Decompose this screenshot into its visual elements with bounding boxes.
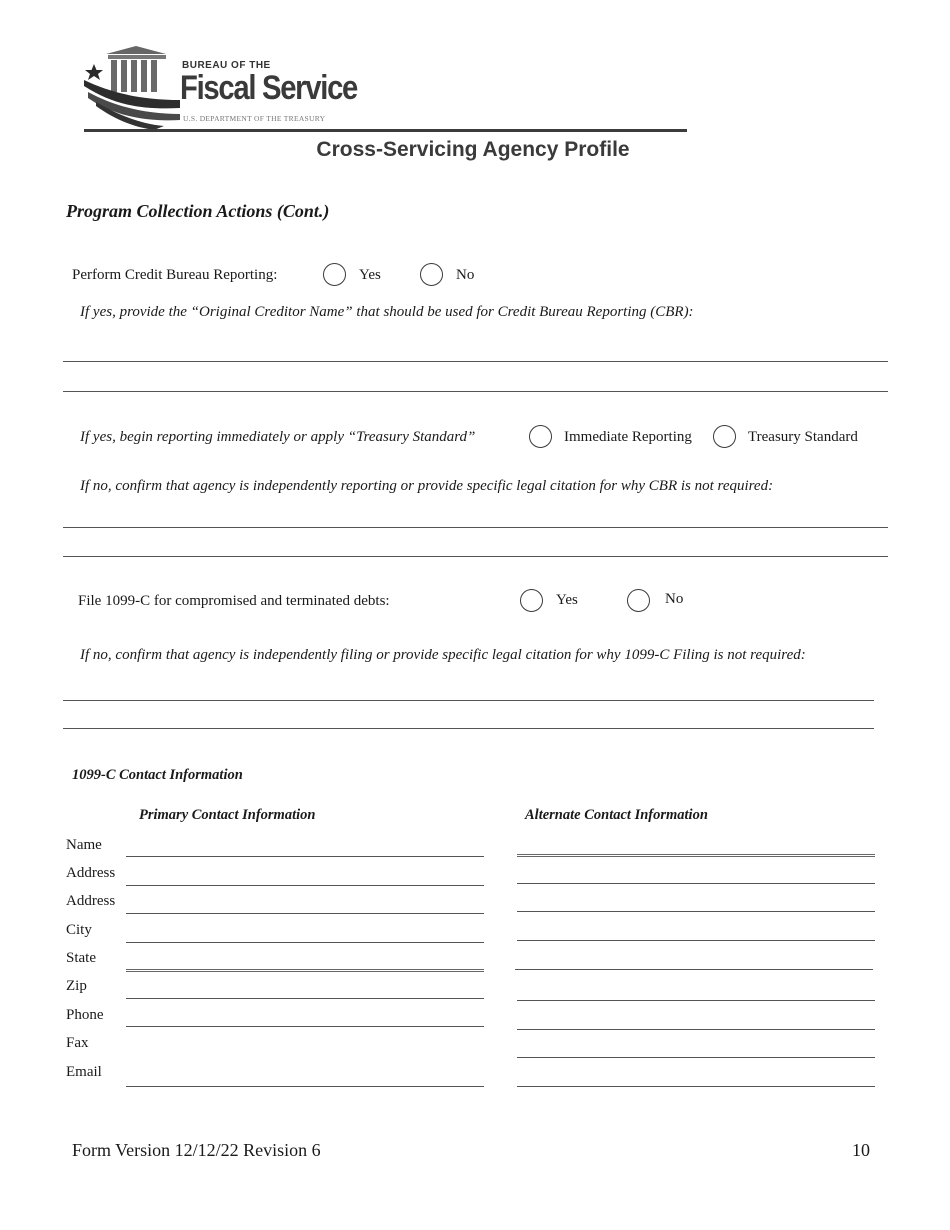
1099c-citation-line-2[interactable]	[63, 728, 874, 729]
alternate-city-line[interactable]	[517, 940, 875, 941]
cbr-citation-line-1[interactable]	[63, 527, 888, 528]
field-label-fax: Fax	[66, 1035, 89, 1051]
credit-bureau-question: Perform Credit Bureau Reporting:	[72, 267, 278, 283]
alternate-fax-line[interactable]	[517, 1057, 875, 1058]
cbr-no-radio[interactable]	[420, 263, 443, 286]
alternate-address-1-line[interactable]	[517, 883, 875, 884]
cbr-yes-label: Yes	[359, 267, 381, 283]
primary-email-line[interactable]	[126, 1086, 484, 1087]
cbr-no-label: No	[456, 267, 475, 283]
section-title: Program Collection Actions (Cont.)	[66, 201, 330, 221]
primary-state-line[interactable]	[126, 969, 484, 972]
alternate-zip-line[interactable]	[517, 1000, 875, 1001]
header-divider	[84, 129, 687, 132]
cbr-citation-line-2[interactable]	[63, 556, 888, 557]
page-number: 10	[852, 1140, 870, 1160]
treasury-building-icon	[84, 42, 184, 132]
field-label-city: City	[66, 922, 92, 938]
1099c-no-prompt: If no, confirm that agency is independently filing or provide specific legal citation for why 1099-C Filing is not required:	[80, 647, 806, 663]
immediate-reporting-label: Immediate Reporting	[564, 429, 692, 445]
form-version: Form Version 12/12/22 Revision 6	[72, 1140, 321, 1160]
alternate-name-line[interactable]	[517, 854, 875, 857]
treasury-standard-label: Treasury Standard	[748, 429, 858, 445]
file-1099c-question: File 1099-C for compromised and terminated debts:	[78, 593, 390, 609]
field-label-phone: Phone	[66, 1007, 104, 1023]
1099c-citation-line-1[interactable]	[63, 700, 874, 701]
1099c-yes-label: Yes	[556, 592, 578, 608]
contact-heading: 1099-C Contact Information	[72, 767, 243, 783]
logo-department-text: U.S. DEPARTMENT OF THE TREASURY	[183, 114, 326, 123]
alternate-address-2-line[interactable]	[517, 911, 875, 912]
primary-contact-heading: Primary Contact Information	[139, 807, 316, 823]
page-title: Cross-Servicing Agency Profile	[316, 138, 630, 161]
primary-zip-line[interactable]	[126, 998, 484, 999]
begin-reporting-prompt: If yes, begin reporting immediately or apply “Treasury Standard”	[80, 429, 476, 445]
1099c-yes-radio[interactable]	[520, 589, 543, 612]
creditor-name-line-2[interactable]	[63, 391, 888, 392]
creditor-name-prompt: If yes, provide the “Original Creditor Name” that should be used for Credit Bureau Reporting (CBR):	[80, 304, 694, 320]
primary-city-line[interactable]	[126, 942, 484, 943]
treasury-standard-radio[interactable]	[713, 425, 736, 448]
alternate-phone-line[interactable]	[517, 1029, 875, 1030]
field-label-name: Name	[66, 837, 102, 853]
field-label-zip: Zip	[66, 978, 87, 994]
primary-address-1-line[interactable]	[126, 885, 484, 886]
field-label-address-1: Address	[66, 865, 116, 881]
1099c-no-label: No	[665, 591, 684, 607]
primary-name-line[interactable]	[126, 856, 484, 857]
field-label-address-2: Address	[66, 893, 116, 909]
primary-address-2-line[interactable]	[126, 913, 484, 914]
alternate-contact-heading: Alternate Contact Information	[525, 807, 708, 823]
logo-fiscal-service-text: Fiscal Service	[180, 69, 358, 107]
cbr-yes-radio[interactable]	[323, 263, 346, 286]
cbr-no-prompt: If no, confirm that agency is independently reporting or provide specific legal citation for why CBR is not required:	[80, 478, 774, 494]
immediate-reporting-radio[interactable]	[529, 425, 552, 448]
field-label-state: State	[66, 950, 96, 966]
field-label-email: Email	[66, 1064, 102, 1080]
1099c-no-radio[interactable]	[627, 589, 650, 612]
alternate-email-line[interactable]	[517, 1086, 875, 1087]
primary-phone-line[interactable]	[126, 1026, 484, 1027]
alternate-state-line[interactable]	[515, 969, 873, 970]
creditor-name-line-1[interactable]	[63, 361, 888, 362]
logo-bureau-text: BUREAU OF THE	[182, 60, 271, 71]
